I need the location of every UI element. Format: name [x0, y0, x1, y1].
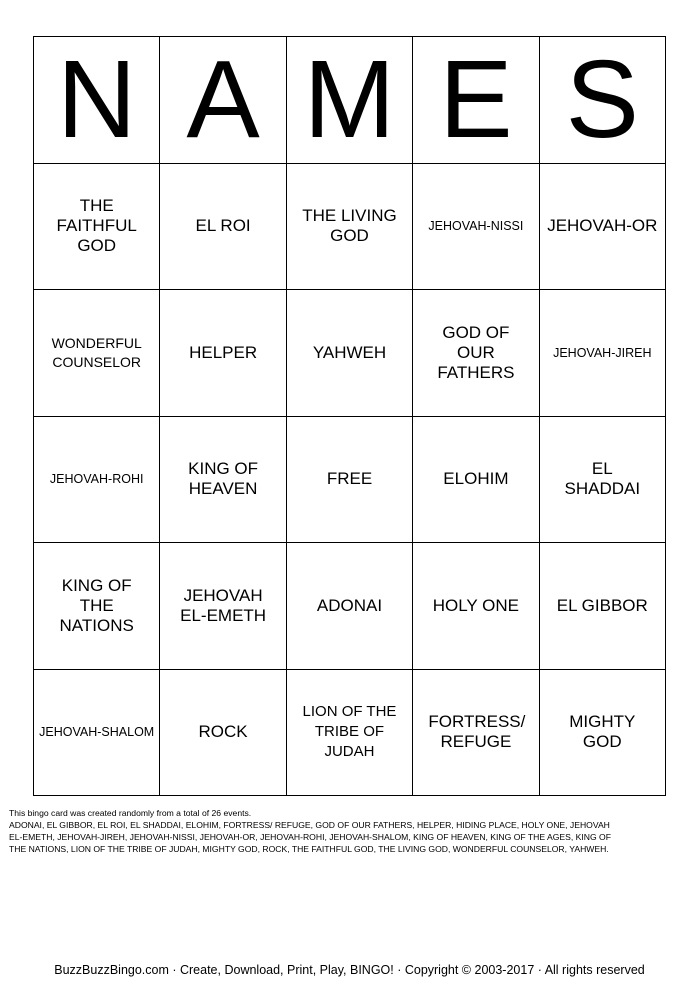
copyright-footer: BuzzBuzzBingo.com · Create, Download, Print, Play, BINGO! · Copyright © 2003-2017 · All rights reserved	[54, 963, 645, 977]
bingo-cell-label: FORTRESS/ REFUGE	[428, 712, 526, 752]
bingo-cell	[540, 670, 666, 797]
bingo-cell	[413, 290, 539, 417]
bingo-cell-label: FREE	[326, 469, 373, 489]
bingo-cell	[34, 164, 160, 291]
header-letter-n: N	[34, 37, 160, 164]
bingo-cell-label: JEHOVAH-NISSI	[428, 219, 524, 234]
bingo-cell	[413, 543, 539, 670]
bingo-cell-label: JEHOVAH-JIREH	[553, 345, 652, 360]
event-list-line-2: EL-EMETH, JEHOVAH-JIREH, JEHOVAH-NISSI, JEHOVAH-OR, JEHOVAH-ROHI, JEHOVAH-SHALOM, KING OF HEAVEN, KING OF THE AGES, KING OF	[9, 832, 611, 842]
bingo-cell	[34, 290, 160, 417]
bingo-cell	[160, 290, 286, 417]
bingo-cell	[540, 543, 666, 670]
bingo-card	[33, 36, 666, 796]
description-intro: This bingo card was created randomly from a total of 26 events.	[9, 808, 252, 818]
bingo-cell	[34, 417, 160, 544]
bingo-cell-label: ELOHIM	[443, 469, 509, 489]
bingo-cell-label: ADONAI	[316, 595, 383, 615]
event-list-line-1: ADONAI, EL GIBBOR, EL ROI, EL SHADDAI, ELOHIM, FORTRESS/ REFUGE, GOD OF OUR FATHERS, HELPER, HIDING PLACE, HOLY ONE, JEHOVAH	[9, 820, 610, 830]
bingo-cell-label: JEHOVAH-ROHI	[49, 472, 144, 487]
bingo-cell	[540, 164, 666, 291]
bingo-cell-label: THE FAITHFUL GOD	[56, 196, 137, 256]
bingo-cell	[413, 164, 539, 291]
bingo-cell	[160, 164, 286, 291]
card-description	[9, 807, 691, 855]
bingo-cell	[287, 164, 413, 291]
bingo-cell	[287, 670, 413, 797]
bingo-cell-label: ROCK	[198, 722, 248, 742]
bingo-cell-label: EL GIBBOR	[556, 595, 648, 615]
bingo-cell-label: YAHWEH	[312, 342, 387, 362]
bingo-cell	[34, 670, 160, 797]
bingo-cell	[413, 670, 539, 797]
bingo-cell-label: GOD OF OUR FATHERS	[437, 322, 515, 382]
bingo-cell	[287, 543, 413, 670]
bingo-cell-label: MIGHTY GOD	[569, 712, 636, 752]
bingo-cell-label: LION OF THE TRIBE OF JUDAH	[302, 703, 397, 761]
bingo-cell-label: EL SHADDAI	[564, 459, 641, 499]
bingo-cell	[540, 290, 666, 417]
bingo-cell-label: KING OF THE NATIONS	[59, 575, 134, 635]
bingo-cell-label: WONDERFUL COUNSELOR	[51, 334, 142, 370]
bingo-cell	[287, 417, 413, 544]
bingo-cell-label: HELPER	[189, 342, 258, 362]
bingo-cell-label: KING OF HEAVEN	[188, 459, 259, 499]
bingo-cell	[160, 670, 286, 797]
bingo-cell	[287, 290, 413, 417]
header-letter-s: S	[540, 37, 666, 164]
bingo-cell	[413, 417, 539, 544]
bingo-cell-label: JEHOVAH-OR	[547, 216, 658, 236]
header-letter-a: A	[160, 37, 286, 164]
bingo-cell-label: HOLY ONE	[432, 595, 520, 615]
event-list-line-3: THE NATIONS, LION OF THE TRIBE OF JUDAH, MIGHTY GOD, ROCK, THE FAITHFUL GOD, THE LIVING GOD, WONDERFUL COUNSELOR, YAHWEH.	[9, 844, 609, 854]
bingo-cell-label: JEHOVAH-SHALOM	[39, 725, 155, 740]
bingo-cell	[160, 417, 286, 544]
bingo-cell-label: JEHOVAH EL-EMETH	[180, 585, 267, 625]
bingo-cell-label: EL ROI	[195, 216, 251, 236]
bingo-cell	[160, 543, 286, 670]
header-letter-e: E	[413, 37, 539, 164]
bingo-cell-label: THE LIVING GOD	[302, 206, 397, 246]
header-letter-m: M	[287, 37, 413, 164]
bingo-cell	[34, 543, 160, 670]
bingo-cell	[540, 417, 666, 544]
